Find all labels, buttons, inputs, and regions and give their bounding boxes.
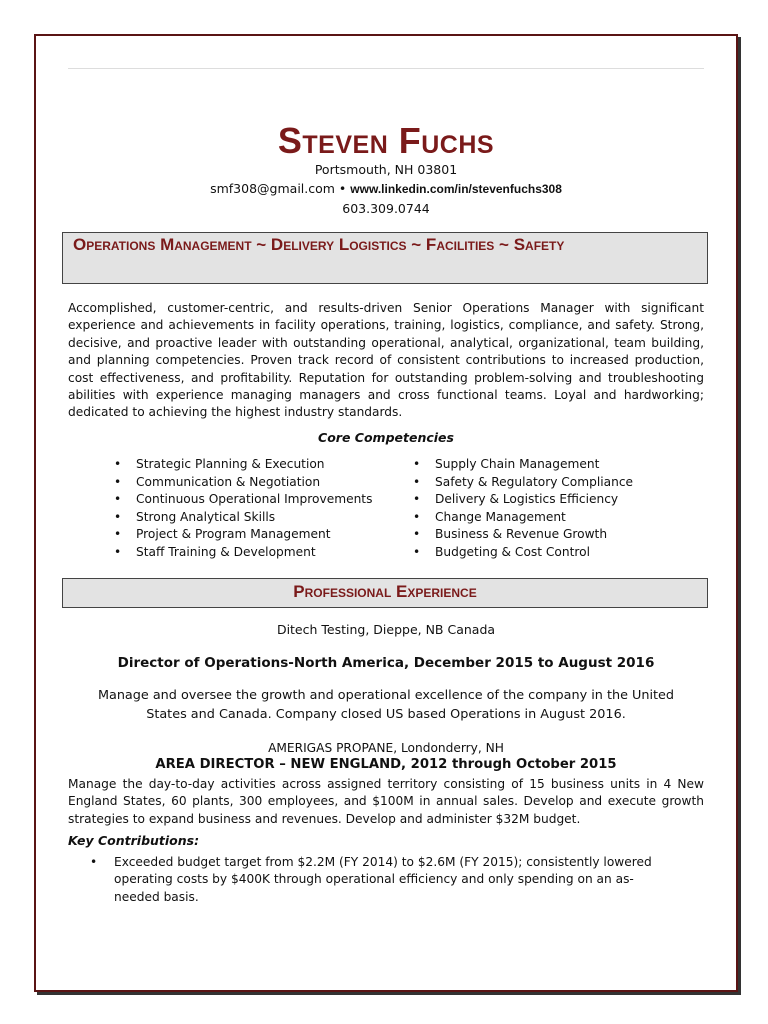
competencies-right-list <box>413 456 633 562</box>
top-divider <box>68 68 704 69</box>
contact-line <box>36 181 736 196</box>
job1-description: Manage and oversee the growth and operational excellence of the company in the United States and Canada. Company closed US based Operations in August 2016. <box>97 688 675 722</box>
list-item: • Continuous Operational Improvements <box>114 492 373 507</box>
list-item: • Change Management <box>413 509 566 524</box>
experience-title: Professional Experience <box>293 582 477 601</box>
headline-banner <box>62 232 708 284</box>
list-item: • Budgeting & Cost Control <box>413 544 590 559</box>
list-item: • Communication & Negotiation <box>114 474 321 489</box>
job1-role: Director of Operations-North America, December 2015 to August 2016 <box>117 655 655 671</box>
contribution-text: Exceeded budget target from $2.2M (FY 2014) to $2.6M (FY 2015); consistently lowered operating costs by $400K through operational efficiency and only spending on an as-needed basis. <box>114 855 652 904</box>
job2-company: AMERIGAS PROPANE, Londonderry, NH <box>268 741 504 755</box>
list-item: • Staff Training & Development <box>114 544 316 559</box>
linkedin-link[interactable]: www.linkedin.com/in/stevenfuchs308 <box>350 182 562 196</box>
list-item: • Delivery & Logistics Efficiency <box>413 492 619 507</box>
bullet-icon: • <box>90 855 98 869</box>
experience-banner <box>62 578 708 608</box>
job2-role: AREA DIRECTOR – NEW ENGLAND, 2012 through October 2015 <box>155 757 617 772</box>
list-item: • Strategic Planning & Execution <box>114 457 325 471</box>
separator-dot: • <box>338 181 347 196</box>
core-competencies-title: Core Competencies <box>318 430 454 445</box>
list-item: • Strong Analytical Skills <box>114 509 276 524</box>
headline-text: Operations Management ~ Delivery Logistics ~ Facilities ~ Safety <box>73 235 565 254</box>
candidate-name: Steven Fuchs <box>277 120 495 161</box>
competencies-left-list <box>114 456 372 562</box>
location: Portsmouth, NH 03801 <box>314 162 458 177</box>
phone: 603.309.0744 <box>342 201 430 216</box>
job1-company: Ditech Testing, Dieppe, NB Canada <box>276 622 496 637</box>
resume-page <box>34 34 738 992</box>
key-contributions-title: Key Contributions: <box>68 833 200 848</box>
summary-paragraph: Accomplished, customer-centric, and results-driven Senior Operations Manager with significant experience and achievements in facility operations, training, logistics, compliance, and safety. Strong, decisive, and proactive leader with outstanding operational, analytical, organizational, team building, and planning competencies. Proven track record of consistent contributions to increased production, cost effectiveness, and profitability. Reputation for outstanding problem-solving and troubleshooting abilities with experience managing managers and cross functional teams. Loyal and hardworking; dedicated to achieving the highest industry standards. <box>68 301 704 420</box>
list-item: • Supply Chain Management <box>413 457 600 471</box>
list-item: • Project & Program Management <box>114 527 331 542</box>
email-link[interactable]: smf308@gmail.com <box>210 181 335 196</box>
list-item: • Business & Revenue Growth <box>413 527 608 542</box>
list-item: • Safety & Regulatory Compliance <box>413 474 634 489</box>
job2-description: Manage the day-to-day activities across assigned territory consisting of 15 business units in 4 New England States, 60 plants, 300 employees, and $100M in annual sales. Develop and execute growth strategies to expand business and revenues. Develop and administer $32M budget. <box>68 777 704 826</box>
